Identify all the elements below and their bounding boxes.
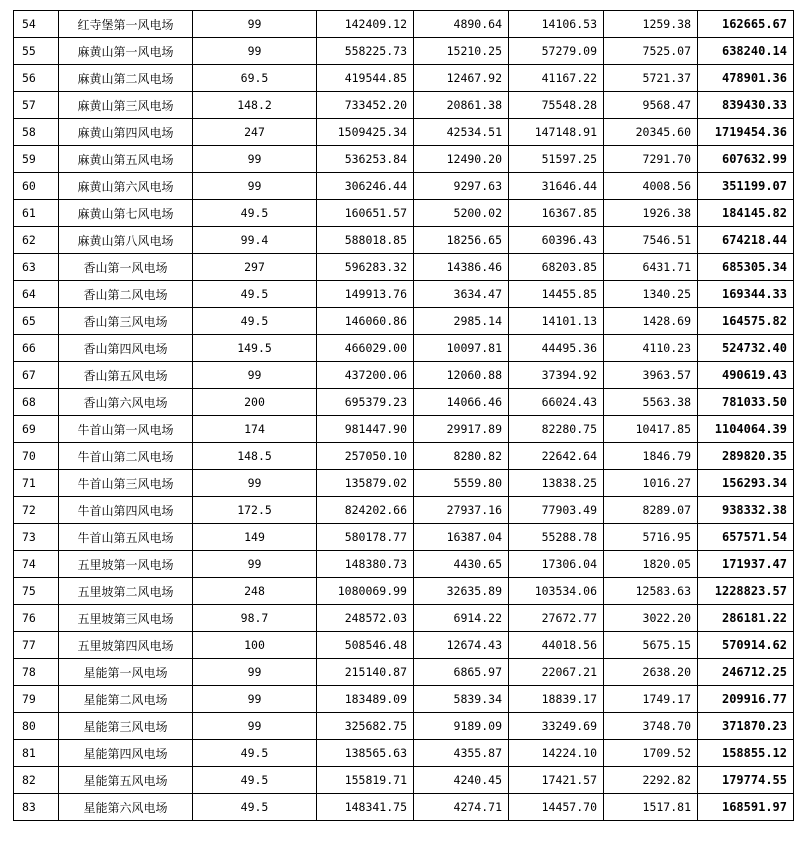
station-name-cell: 麻黄山第六风电场 xyxy=(59,173,193,200)
value-cell-4: 2292.82 xyxy=(604,767,698,794)
value-cell-2: 6865.97 xyxy=(414,659,509,686)
total-cell: 490619.43 xyxy=(698,362,794,389)
value-cell-3: 66024.43 xyxy=(509,389,604,416)
row-number-cell: 81 xyxy=(14,740,59,767)
value-cell-4: 5721.37 xyxy=(604,65,698,92)
row-number-cell: 56 xyxy=(14,65,59,92)
station-name-cell: 五里坡第三风电场 xyxy=(59,605,193,632)
total-cell: 158855.12 xyxy=(698,740,794,767)
value-cell-4: 1749.17 xyxy=(604,686,698,713)
value-cell-1: 733452.20 xyxy=(317,92,414,119)
value-cell-3: 18839.17 xyxy=(509,686,604,713)
table-row xyxy=(14,578,794,605)
total-cell: 1228823.57 xyxy=(698,578,794,605)
value-cell-1: 248572.03 xyxy=(317,605,414,632)
value-cell-3: 75548.28 xyxy=(509,92,604,119)
capacity-cell: 99 xyxy=(193,146,317,173)
value-cell-2: 16387.04 xyxy=(414,524,509,551)
value-cell-2: 15210.25 xyxy=(414,38,509,65)
row-number-cell: 72 xyxy=(14,497,59,524)
value-cell-4: 3748.70 xyxy=(604,713,698,740)
total-cell: 638240.14 xyxy=(698,38,794,65)
value-cell-4: 1259.38 xyxy=(604,11,698,38)
value-cell-4: 7546.51 xyxy=(604,227,698,254)
value-cell-1: 824202.66 xyxy=(317,497,414,524)
table-row xyxy=(14,335,794,362)
value-cell-3: 77903.49 xyxy=(509,497,604,524)
table-row xyxy=(14,254,794,281)
value-cell-2: 27937.16 xyxy=(414,497,509,524)
total-cell: 478901.36 xyxy=(698,65,794,92)
row-number-cell: 66 xyxy=(14,335,59,362)
station-name-cell: 星能第三风电场 xyxy=(59,713,193,740)
station-name-cell: 香山第四风电场 xyxy=(59,335,193,362)
value-cell-4: 1428.69 xyxy=(604,308,698,335)
total-cell: 289820.35 xyxy=(698,443,794,470)
value-cell-2: 4274.71 xyxy=(414,794,509,821)
value-cell-2: 4430.65 xyxy=(414,551,509,578)
row-number-cell: 75 xyxy=(14,578,59,605)
value-cell-4: 10417.85 xyxy=(604,416,698,443)
value-cell-1: 183489.09 xyxy=(317,686,414,713)
table-row xyxy=(14,659,794,686)
capacity-cell: 49.5 xyxy=(193,740,317,767)
value-cell-4: 12583.63 xyxy=(604,578,698,605)
total-cell: 179774.55 xyxy=(698,767,794,794)
value-cell-2: 18256.65 xyxy=(414,227,509,254)
value-cell-2: 5200.02 xyxy=(414,200,509,227)
value-cell-2: 3634.47 xyxy=(414,281,509,308)
table-row xyxy=(14,119,794,146)
row-number-cell: 70 xyxy=(14,443,59,470)
value-cell-4: 7291.70 xyxy=(604,146,698,173)
value-cell-3: 14106.53 xyxy=(509,11,604,38)
row-number-cell: 54 xyxy=(14,11,59,38)
value-cell-1: 695379.23 xyxy=(317,389,414,416)
table-row xyxy=(14,416,794,443)
station-name-cell: 星能第五风电场 xyxy=(59,767,193,794)
value-cell-3: 22642.64 xyxy=(509,443,604,470)
value-cell-2: 12467.92 xyxy=(414,65,509,92)
capacity-cell: 49.5 xyxy=(193,308,317,335)
value-cell-1: 558225.73 xyxy=(317,38,414,65)
capacity-cell: 100 xyxy=(193,632,317,659)
capacity-cell: 49.5 xyxy=(193,281,317,308)
value-cell-1: 588018.85 xyxy=(317,227,414,254)
value-cell-2: 12060.88 xyxy=(414,362,509,389)
station-name-cell: 香山第三风电场 xyxy=(59,308,193,335)
value-cell-3: 37394.92 xyxy=(509,362,604,389)
value-cell-2: 10097.81 xyxy=(414,335,509,362)
total-cell: 209916.77 xyxy=(698,686,794,713)
table-row xyxy=(14,794,794,821)
value-cell-2: 32635.89 xyxy=(414,578,509,605)
value-cell-4: 5563.38 xyxy=(604,389,698,416)
row-number-cell: 57 xyxy=(14,92,59,119)
capacity-cell: 297 xyxy=(193,254,317,281)
station-name-cell: 牛首山第四风电场 xyxy=(59,497,193,524)
total-cell: 524732.40 xyxy=(698,335,794,362)
value-cell-3: 13838.25 xyxy=(509,470,604,497)
table-row xyxy=(14,686,794,713)
table-row xyxy=(14,362,794,389)
row-number-cell: 76 xyxy=(14,605,59,632)
value-cell-3: 41167.22 xyxy=(509,65,604,92)
row-number-cell: 61 xyxy=(14,200,59,227)
value-cell-4: 7525.07 xyxy=(604,38,698,65)
total-cell: 938332.38 xyxy=(698,497,794,524)
value-cell-4: 1846.79 xyxy=(604,443,698,470)
row-number-cell: 83 xyxy=(14,794,59,821)
value-cell-4: 1517.81 xyxy=(604,794,698,821)
total-cell: 286181.22 xyxy=(698,605,794,632)
value-cell-3: 17306.04 xyxy=(509,551,604,578)
capacity-cell: 49.5 xyxy=(193,767,317,794)
capacity-cell: 200 xyxy=(193,389,317,416)
station-name-cell: 麻黄山第二风电场 xyxy=(59,65,193,92)
value-cell-4: 1926.38 xyxy=(604,200,698,227)
station-name-cell: 麻黄山第五风电场 xyxy=(59,146,193,173)
value-cell-1: 981447.90 xyxy=(317,416,414,443)
capacity-cell: 148.2 xyxy=(193,92,317,119)
value-cell-1: 160651.57 xyxy=(317,200,414,227)
value-cell-3: 147148.91 xyxy=(509,119,604,146)
total-cell: 184145.82 xyxy=(698,200,794,227)
total-cell: 607632.99 xyxy=(698,146,794,173)
value-cell-1: 257050.10 xyxy=(317,443,414,470)
value-cell-4: 5675.15 xyxy=(604,632,698,659)
value-cell-4: 3963.57 xyxy=(604,362,698,389)
value-cell-3: 44018.56 xyxy=(509,632,604,659)
value-cell-2: 12674.43 xyxy=(414,632,509,659)
total-cell: 657571.54 xyxy=(698,524,794,551)
value-cell-1: 437200.06 xyxy=(317,362,414,389)
table-row xyxy=(14,551,794,578)
value-cell-1: 215140.87 xyxy=(317,659,414,686)
value-cell-1: 508546.48 xyxy=(317,632,414,659)
total-cell: 570914.62 xyxy=(698,632,794,659)
total-cell: 171937.47 xyxy=(698,551,794,578)
value-cell-1: 325682.75 xyxy=(317,713,414,740)
total-cell: 162665.67 xyxy=(698,11,794,38)
value-cell-3: 68203.85 xyxy=(509,254,604,281)
row-number-cell: 58 xyxy=(14,119,59,146)
capacity-cell: 99 xyxy=(193,686,317,713)
capacity-cell: 248 xyxy=(193,578,317,605)
value-cell-3: 44495.36 xyxy=(509,335,604,362)
table-row xyxy=(14,173,794,200)
value-cell-1: 306246.44 xyxy=(317,173,414,200)
value-cell-3: 31646.44 xyxy=(509,173,604,200)
station-name-cell: 五里坡第二风电场 xyxy=(59,578,193,605)
value-cell-2: 9297.63 xyxy=(414,173,509,200)
value-cell-2: 2985.14 xyxy=(414,308,509,335)
capacity-cell: 98.7 xyxy=(193,605,317,632)
value-cell-2: 14066.46 xyxy=(414,389,509,416)
station-name-cell: 麻黄山第四风电场 xyxy=(59,119,193,146)
table-row xyxy=(14,11,794,38)
capacity-cell: 99 xyxy=(193,470,317,497)
value-cell-4: 8289.07 xyxy=(604,497,698,524)
value-cell-1: 148380.73 xyxy=(317,551,414,578)
capacity-cell: 174 xyxy=(193,416,317,443)
value-cell-2: 4355.87 xyxy=(414,740,509,767)
value-cell-3: 60396.43 xyxy=(509,227,604,254)
capacity-cell: 99 xyxy=(193,659,317,686)
station-name-cell: 星能第二风电场 xyxy=(59,686,193,713)
row-number-cell: 65 xyxy=(14,308,59,335)
value-cell-2: 4240.45 xyxy=(414,767,509,794)
value-cell-4: 1340.25 xyxy=(604,281,698,308)
row-number-cell: 80 xyxy=(14,713,59,740)
row-number-cell: 78 xyxy=(14,659,59,686)
table-row xyxy=(14,38,794,65)
row-number-cell: 73 xyxy=(14,524,59,551)
value-cell-1: 466029.00 xyxy=(317,335,414,362)
value-cell-1: 155819.71 xyxy=(317,767,414,794)
value-cell-3: 82280.75 xyxy=(509,416,604,443)
table-row xyxy=(14,605,794,632)
capacity-cell: 69.5 xyxy=(193,65,317,92)
value-cell-4: 5716.95 xyxy=(604,524,698,551)
value-cell-4: 4110.23 xyxy=(604,335,698,362)
table-row xyxy=(14,470,794,497)
value-cell-1: 1509425.34 xyxy=(317,119,414,146)
table-row xyxy=(14,92,794,119)
table-row xyxy=(14,65,794,92)
station-name-cell: 麻黄山第七风电场 xyxy=(59,200,193,227)
total-cell: 168591.97 xyxy=(698,794,794,821)
table-row xyxy=(14,767,794,794)
value-cell-1: 419544.85 xyxy=(317,65,414,92)
total-cell: 164575.82 xyxy=(698,308,794,335)
station-name-cell: 红寺堡第一风电场 xyxy=(59,11,193,38)
value-cell-3: 17421.57 xyxy=(509,767,604,794)
value-cell-1: 580178.77 xyxy=(317,524,414,551)
row-number-cell: 68 xyxy=(14,389,59,416)
value-cell-2: 8280.82 xyxy=(414,443,509,470)
row-number-cell: 63 xyxy=(14,254,59,281)
value-cell-2: 20861.38 xyxy=(414,92,509,119)
row-number-cell: 59 xyxy=(14,146,59,173)
station-name-cell: 星能第六风电场 xyxy=(59,794,193,821)
table-row xyxy=(14,632,794,659)
value-cell-3: 22067.21 xyxy=(509,659,604,686)
row-number-cell: 60 xyxy=(14,173,59,200)
table-body xyxy=(14,11,794,821)
capacity-cell: 247 xyxy=(193,119,317,146)
station-name-cell: 香山第一风电场 xyxy=(59,254,193,281)
value-cell-2: 6914.22 xyxy=(414,605,509,632)
capacity-cell: 172.5 xyxy=(193,497,317,524)
value-cell-1: 596283.32 xyxy=(317,254,414,281)
value-cell-3: 14455.85 xyxy=(509,281,604,308)
table-row xyxy=(14,227,794,254)
row-number-cell: 74 xyxy=(14,551,59,578)
capacity-cell: 99 xyxy=(193,11,317,38)
value-cell-4: 3022.20 xyxy=(604,605,698,632)
station-name-cell: 星能第一风电场 xyxy=(59,659,193,686)
table-row xyxy=(14,443,794,470)
capacity-cell: 99.4 xyxy=(193,227,317,254)
value-cell-4: 1820.05 xyxy=(604,551,698,578)
value-cell-2: 5839.34 xyxy=(414,686,509,713)
total-cell: 371870.23 xyxy=(698,713,794,740)
row-number-cell: 55 xyxy=(14,38,59,65)
row-number-cell: 64 xyxy=(14,281,59,308)
station-name-cell: 麻黄山第八风电场 xyxy=(59,227,193,254)
value-cell-1: 142409.12 xyxy=(317,11,414,38)
value-cell-3: 14457.70 xyxy=(509,794,604,821)
capacity-cell: 149 xyxy=(193,524,317,551)
station-name-cell: 牛首山第三风电场 xyxy=(59,470,193,497)
row-number-cell: 71 xyxy=(14,470,59,497)
value-cell-1: 148341.75 xyxy=(317,794,414,821)
value-cell-4: 4008.56 xyxy=(604,173,698,200)
table-row xyxy=(14,389,794,416)
station-name-cell: 牛首山第五风电场 xyxy=(59,524,193,551)
capacity-cell: 49.5 xyxy=(193,200,317,227)
total-cell: 685305.34 xyxy=(698,254,794,281)
value-cell-4: 1016.27 xyxy=(604,470,698,497)
value-cell-4: 20345.60 xyxy=(604,119,698,146)
row-number-cell: 79 xyxy=(14,686,59,713)
value-cell-1: 1080069.99 xyxy=(317,578,414,605)
station-name-cell: 星能第四风电场 xyxy=(59,740,193,767)
value-cell-2: 5559.80 xyxy=(414,470,509,497)
capacity-cell: 149.5 xyxy=(193,335,317,362)
value-cell-4: 6431.71 xyxy=(604,254,698,281)
value-cell-2: 12490.20 xyxy=(414,146,509,173)
value-cell-2: 42534.51 xyxy=(414,119,509,146)
row-number-cell: 77 xyxy=(14,632,59,659)
table-row xyxy=(14,308,794,335)
row-number-cell: 69 xyxy=(14,416,59,443)
table-row xyxy=(14,281,794,308)
table-row xyxy=(14,146,794,173)
value-cell-3: 51597.25 xyxy=(509,146,604,173)
station-name-cell: 五里坡第一风电场 xyxy=(59,551,193,578)
value-cell-3: 14224.10 xyxy=(509,740,604,767)
value-cell-1: 138565.63 xyxy=(317,740,414,767)
total-cell: 351199.07 xyxy=(698,173,794,200)
capacity-cell: 99 xyxy=(193,173,317,200)
row-number-cell: 67 xyxy=(14,362,59,389)
data-table xyxy=(13,10,794,821)
station-name-cell: 牛首山第一风电场 xyxy=(59,416,193,443)
table-row xyxy=(14,200,794,227)
value-cell-2: 4890.64 xyxy=(414,11,509,38)
row-number-cell: 62 xyxy=(14,227,59,254)
station-name-cell: 香山第六风电场 xyxy=(59,389,193,416)
station-name-cell: 香山第二风电场 xyxy=(59,281,193,308)
value-cell-4: 1709.52 xyxy=(604,740,698,767)
total-cell: 156293.34 xyxy=(698,470,794,497)
table-row xyxy=(14,740,794,767)
value-cell-2: 29917.89 xyxy=(414,416,509,443)
value-cell-1: 536253.84 xyxy=(317,146,414,173)
value-cell-1: 135879.02 xyxy=(317,470,414,497)
value-cell-3: 103534.06 xyxy=(509,578,604,605)
value-cell-3: 16367.85 xyxy=(509,200,604,227)
total-cell: 169344.33 xyxy=(698,281,794,308)
value-cell-3: 55288.78 xyxy=(509,524,604,551)
value-cell-4: 2638.20 xyxy=(604,659,698,686)
capacity-cell: 49.5 xyxy=(193,794,317,821)
total-cell: 839430.33 xyxy=(698,92,794,119)
value-cell-3: 57279.09 xyxy=(509,38,604,65)
table-row xyxy=(14,524,794,551)
value-cell-1: 149913.76 xyxy=(317,281,414,308)
value-cell-4: 9568.47 xyxy=(604,92,698,119)
value-cell-2: 9189.09 xyxy=(414,713,509,740)
station-name-cell: 五里坡第四风电场 xyxy=(59,632,193,659)
station-name-cell: 牛首山第二风电场 xyxy=(59,443,193,470)
total-cell: 674218.44 xyxy=(698,227,794,254)
value-cell-2: 14386.46 xyxy=(414,254,509,281)
value-cell-3: 33249.69 xyxy=(509,713,604,740)
value-cell-3: 27672.77 xyxy=(509,605,604,632)
total-cell: 781033.50 xyxy=(698,389,794,416)
capacity-cell: 99 xyxy=(193,713,317,740)
capacity-cell: 99 xyxy=(193,38,317,65)
value-cell-3: 14101.13 xyxy=(509,308,604,335)
total-cell: 1104064.39 xyxy=(698,416,794,443)
station-name-cell: 香山第五风电场 xyxy=(59,362,193,389)
table-row xyxy=(14,497,794,524)
station-name-cell: 麻黄山第一风电场 xyxy=(59,38,193,65)
total-cell: 1719454.36 xyxy=(698,119,794,146)
capacity-cell: 99 xyxy=(193,362,317,389)
table-row xyxy=(14,713,794,740)
capacity-cell: 99 xyxy=(193,551,317,578)
total-cell: 246712.25 xyxy=(698,659,794,686)
value-cell-1: 146060.86 xyxy=(317,308,414,335)
capacity-cell: 148.5 xyxy=(193,443,317,470)
station-name-cell: 麻黄山第三风电场 xyxy=(59,92,193,119)
row-number-cell: 82 xyxy=(14,767,59,794)
